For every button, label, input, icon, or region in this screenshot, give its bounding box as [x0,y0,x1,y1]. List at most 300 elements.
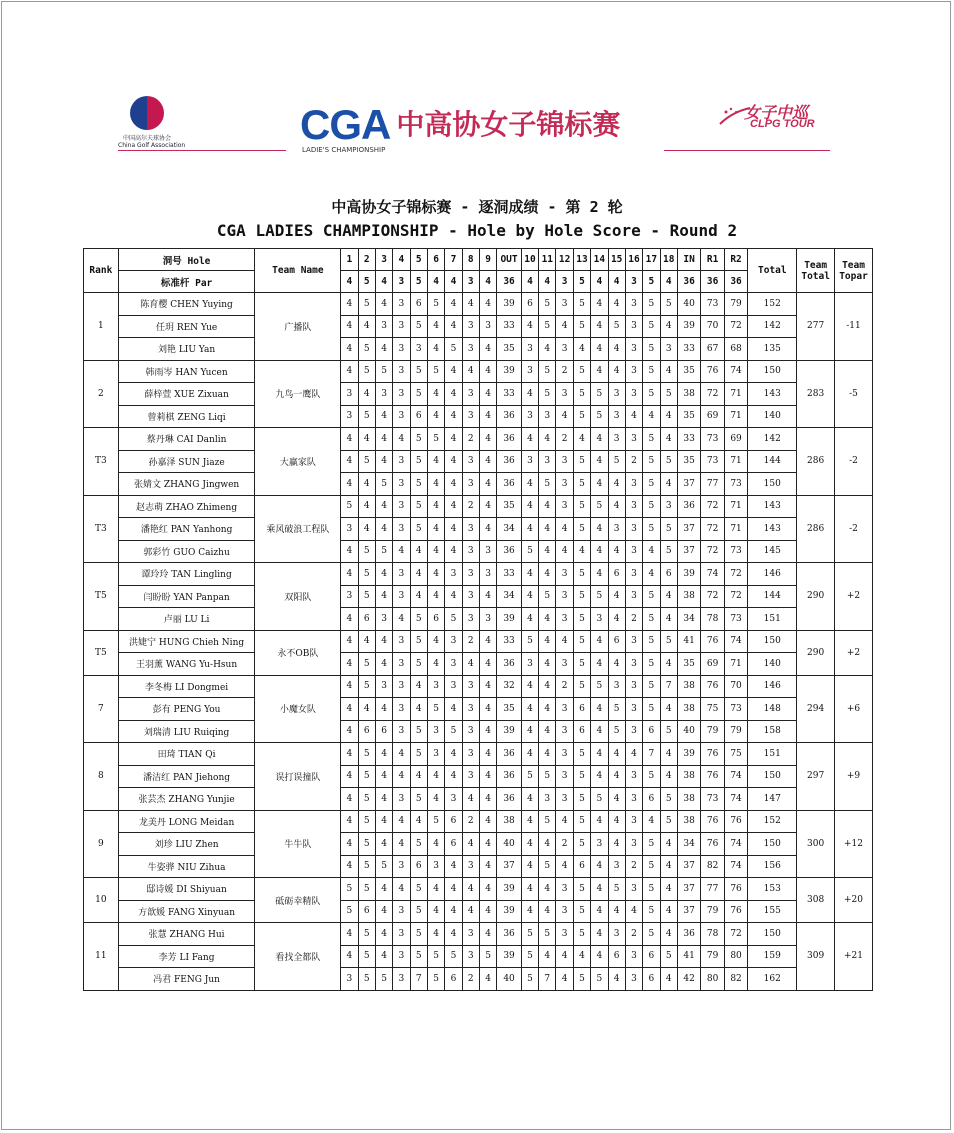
team-name-header: Team Name [255,249,341,293]
score-cell: 5 [643,765,660,788]
score-cell: 4 [341,450,358,473]
score-cell: 5 [573,810,590,833]
score-cell: 73 [724,608,747,631]
hole-header: 16 [625,249,642,271]
hole-header: 6 [427,249,444,271]
score-table [83,248,873,991]
score-cell: 5 [410,518,427,541]
score-cell: 5 [660,518,677,541]
score-cell: 4 [427,495,444,518]
score-cell: 4 [591,563,608,586]
score-cell: 4 [608,833,625,856]
score-cell: 4 [479,518,496,541]
score-cell: 72 [701,518,724,541]
score-cell: 38 [677,675,700,698]
score-cell: 4 [539,833,556,856]
score-cell: 2 [556,360,573,383]
score-cell: 5 [573,878,590,901]
player-name: 张慧 ZHANG Hui [118,923,255,946]
score-cell: 33 [497,630,521,653]
score-cell: 4 [445,293,462,316]
score-cell: 4 [375,405,392,428]
score-cell: 4 [341,720,358,743]
score-cell: 76 [701,675,724,698]
player-row [84,720,873,743]
score-cell: 68 [724,338,747,361]
total-cell: 144 [748,450,797,473]
score-cell: 3 [445,653,462,676]
score-cell: 7 [660,675,677,698]
score-cell: 4 [375,923,392,946]
score-cell: 4 [393,765,410,788]
score-cell: 5 [410,923,427,946]
score-cell: 5 [573,383,590,406]
score-cell: 78 [701,608,724,631]
player-row [84,698,873,721]
score-cell: 4 [445,878,462,901]
rank-cell: T5 [84,630,119,675]
score-cell: 3 [393,315,410,338]
score-cell: 72 [701,585,724,608]
score-cell: 4 [375,765,392,788]
score-cell: 4 [539,563,556,586]
total-cell: 152 [748,810,797,833]
score-cell: 4 [479,585,496,608]
score-cell: 73 [724,698,747,721]
score-cell: 5 [539,923,556,946]
score-cell: 3 [462,945,479,968]
score-cell: 6 [608,945,625,968]
par-value: 5 [573,271,590,293]
total-cell: 142 [748,315,797,338]
score-cell: 4 [556,540,573,563]
score-cell: 5 [521,630,538,653]
team-name: 广播队 [255,293,341,361]
score-cell: 5 [410,833,427,856]
score-cell: 3 [556,900,573,923]
hole-header: 7 [445,249,462,271]
total-cell: 142 [748,428,797,451]
clpg-tour-logo [718,100,838,136]
score-cell: 4 [539,743,556,766]
score-cell: 5 [643,653,660,676]
score-cell: 4 [591,338,608,361]
score-cell: 4 [427,900,444,923]
par-value: 4 [445,271,462,293]
score-cell: 5 [660,630,677,653]
score-cell: 77 [701,878,724,901]
score-cell: 71 [724,405,747,428]
score-cell: 5 [539,315,556,338]
score-cell: 5 [660,720,677,743]
player-row [84,923,873,946]
score-cell: 5 [410,900,427,923]
score-cell: 5 [643,698,660,721]
player-name: 孙嘉泽 SUN Jiaze [118,450,255,473]
score-cell: 4 [521,585,538,608]
score-cell: 3 [556,765,573,788]
score-cell: 36 [497,473,521,496]
score-cell: 3 [393,675,410,698]
total-cell: 147 [748,788,797,811]
score-cell: 4 [479,405,496,428]
player-row [84,383,873,406]
score-cell: 37 [677,900,700,923]
score-cell: 4 [341,855,358,878]
score-cell: 5 [427,698,444,721]
score-cell: 3 [462,518,479,541]
score-cell: 5 [643,923,660,946]
score-cell: 3 [625,810,642,833]
team-topar-cell: +6 [835,675,873,743]
score-cell: 42 [677,968,700,991]
player-row [84,855,873,878]
score-cell: 5 [410,788,427,811]
score-cell: 3 [608,383,625,406]
team-name: 九鸟一鹰队 [255,360,341,428]
golfer-icon [130,96,164,130]
player-name: 赵志萌 ZHAO Zhimeng [118,495,255,518]
score-cell: 5 [643,855,660,878]
score-cell: 33 [677,338,700,361]
score-cell: 33 [497,315,521,338]
score-cell: 5 [410,630,427,653]
score-cell: 4 [608,743,625,766]
score-cell: 4 [539,878,556,901]
score-cell: 3 [462,675,479,698]
score-cell: 69 [701,405,724,428]
player-row [84,450,873,473]
score-cell: 3 [521,338,538,361]
score-cell: 5 [573,360,590,383]
score-cell: 6 [410,855,427,878]
score-cell: 4 [539,653,556,676]
score-cell: 4 [445,495,462,518]
score-cell: 4 [660,698,677,721]
score-cell: 3 [479,540,496,563]
score-cell: 4 [556,945,573,968]
score-cell: 5 [573,788,590,811]
player-name: 冯君 FENG Jun [118,968,255,991]
score-cell: 4 [660,878,677,901]
score-cell: 2 [462,630,479,653]
score-cell: 5 [410,450,427,473]
score-cell: 3 [556,450,573,473]
rank-cell: 1 [84,293,119,361]
score-cell: 74 [724,630,747,653]
player-name: 张婧文 ZHANG Jingwen [118,473,255,496]
score-cell: 5 [358,450,375,473]
score-cell: 3 [625,585,642,608]
score-cell: 3 [462,855,479,878]
score-cell: 5 [445,945,462,968]
score-cell: 3 [341,968,358,991]
score-cell: 36 [497,788,521,811]
score-cell: 74 [724,360,747,383]
score-cell: 7 [410,968,427,991]
score-cell: 40 [497,833,521,856]
score-cell: 79 [701,945,724,968]
score-cell: 3 [341,383,358,406]
score-cell: 4 [341,360,358,383]
score-cell: 39 [677,563,700,586]
score-cell: 5 [445,608,462,631]
score-cell: 3 [393,473,410,496]
score-cell: 76 [701,833,724,856]
china-golf-association-logo [118,96,186,149]
score-cell: 41 [677,945,700,968]
score-cell: 4 [445,698,462,721]
team-total-cell: 290 [797,563,835,631]
team-total-cell: 286 [797,428,835,496]
score-cell: 3 [625,428,642,451]
team-name: 牛牛队 [255,810,341,878]
score-cell: 5 [521,968,538,991]
score-cell: 5 [539,360,556,383]
score-cell: 5 [643,675,660,698]
score-cell: 75 [724,743,747,766]
score-cell: 74 [724,855,747,878]
score-cell: 3 [625,698,642,721]
hole-header: 4 [393,249,410,271]
score-cell: 4 [608,338,625,361]
par-value: 3 [393,271,410,293]
score-cell: 4 [591,878,608,901]
score-cell: 4 [643,540,660,563]
score-cell: 4 [358,495,375,518]
score-cell: 70 [701,315,724,338]
score-cell: 4 [427,653,444,676]
score-cell: 5 [643,293,660,316]
score-cell: 37 [677,878,700,901]
score-cell: 4 [445,855,462,878]
score-cell: 78 [701,923,724,946]
par-value: 4 [539,271,556,293]
score-cell: 4 [660,473,677,496]
score-cell: 4 [393,833,410,856]
team-topar-cell: +21 [835,923,873,991]
rank-cell: 11 [84,923,119,991]
score-cell: 36 [677,923,700,946]
score-cell: 2 [556,428,573,451]
score-cell: 5 [643,608,660,631]
score-cell: 38 [677,810,700,833]
score-cell: 74 [724,765,747,788]
score-cell: 5 [375,473,392,496]
score-cell: 3 [462,585,479,608]
score-cell: 4 [521,608,538,631]
score-cell: 3 [625,540,642,563]
score-cell: 4 [521,315,538,338]
score-cell: 4 [556,630,573,653]
team-total-cell: 308 [797,878,835,923]
score-cell: 4 [643,810,660,833]
score-cell: 4 [410,810,427,833]
score-cell: 2 [625,923,642,946]
score-cell: 4 [591,765,608,788]
score-cell: 5 [643,338,660,361]
score-cell: 4 [427,878,444,901]
score-cell: 4 [479,383,496,406]
score-cell: 4 [539,428,556,451]
score-cell: 4 [539,608,556,631]
player-row [84,338,873,361]
score-cell: 4 [521,900,538,923]
score-cell: 4 [375,945,392,968]
score-cell: 4 [410,698,427,721]
score-cell: 3 [462,743,479,766]
team-name: 大赢家队 [255,428,341,496]
score-cell: 5 [358,563,375,586]
score-cell: 6 [608,630,625,653]
score-cell: 76 [701,360,724,383]
score-cell: 3 [393,923,410,946]
score-cell: 2 [625,608,642,631]
score-cell: 4 [591,293,608,316]
total-cell: 140 [748,653,797,676]
score-cell: 5 [573,495,590,518]
score-cell: 4 [521,878,538,901]
score-cell: 6 [445,968,462,991]
score-cell: 4 [445,923,462,946]
score-cell: 4 [358,518,375,541]
score-cell: 3 [462,338,479,361]
score-cell: 5 [539,855,556,878]
score-cell: 3 [393,653,410,676]
score-cell: 76 [724,878,747,901]
score-cell: 4 [591,653,608,676]
assoc-name-cn: 中国高尔夫球协会 [122,135,171,142]
score-cell: 3 [625,360,642,383]
player-row [84,563,873,586]
score-cell: 3 [427,720,444,743]
score-cell: 3 [625,563,642,586]
total-cell: 146 [748,563,797,586]
score-cell: 4 [375,630,392,653]
score-cell: 4 [521,833,538,856]
score-cell: 4 [341,698,358,721]
score-cell: 3 [625,293,642,316]
score-cell: 5 [427,428,444,451]
score-cell: 4 [591,428,608,451]
score-cell: 5 [427,293,444,316]
score-cell: 4 [479,653,496,676]
score-cell: 3 [462,315,479,338]
player-name: 邸诗媛 DI Shiyuan [118,878,255,901]
score-cell: 4 [556,968,573,991]
score-cell: 4 [608,653,625,676]
player-row [84,495,873,518]
player-name: 韩雨岑 HAN Yucen [118,360,255,383]
player-name: 刘珍 LIU Zhen [118,833,255,856]
score-cell: 4 [427,630,444,653]
score-cell: 4 [479,833,496,856]
score-cell: 4 [521,495,538,518]
score-cell: 37 [677,473,700,496]
score-cell: 3 [521,653,538,676]
hole-label: 洞号 Hole [118,249,255,271]
player-row [84,833,873,856]
score-cell: 74 [701,563,724,586]
score-cell: 4 [375,810,392,833]
total-cell: 146 [748,675,797,698]
score-cell: 4 [479,743,496,766]
score-cell: 4 [410,585,427,608]
player-row [84,968,873,991]
score-cell: 5 [573,608,590,631]
score-cell: 4 [445,540,462,563]
score-cell: 4 [410,563,427,586]
score-cell: 3 [479,563,496,586]
score-cell: 5 [643,473,660,496]
player-row [84,878,873,901]
score-cell: 4 [341,473,358,496]
score-cell: 37 [497,855,521,878]
team-topar-cell: +20 [835,878,873,923]
par-value: 3 [625,271,642,293]
total-cell: 145 [748,540,797,563]
player-row [84,653,873,676]
team-topar-cell: +2 [835,563,873,631]
team-total-cell: 286 [797,495,835,563]
player-name: 李冬梅 LI Dongmei [118,675,255,698]
rank-cell: T5 [84,563,119,631]
score-cell: 4 [479,923,496,946]
team-name: 砥砺幸精队 [255,878,341,923]
score-cell: 73 [724,540,747,563]
score-cell: 4 [445,315,462,338]
score-cell: 4 [625,900,642,923]
rank-cell: T3 [84,495,119,563]
team-name: 乘风破浪工程队 [255,495,341,563]
score-cell: 79 [724,293,747,316]
score-cell: 6 [410,405,427,428]
score-cell: 4 [479,855,496,878]
score-cell: 4 [375,293,392,316]
score-cell: 5 [375,855,392,878]
score-cell: 3 [375,315,392,338]
par-value: 3 [556,271,573,293]
player-row [84,810,873,833]
score-cell: 6 [573,855,590,878]
score-cell: 76 [701,765,724,788]
score-cell: 4 [393,428,410,451]
score-cell: 4 [479,900,496,923]
score-cell: 3 [539,788,556,811]
score-cell: 74 [724,788,747,811]
team-name: 误打误撞队 [255,743,341,811]
score-cell: 3 [393,585,410,608]
score-cell: 4 [660,968,677,991]
player-row [84,518,873,541]
score-cell: 39 [677,315,700,338]
score-cell: 4 [539,675,556,698]
score-cell: 6 [445,810,462,833]
score-cell: 4 [539,338,556,361]
hole-header: 18 [660,249,677,271]
team-name: 小魔女队 [255,675,341,743]
total-cell: 148 [748,698,797,721]
score-cell: 4 [573,540,590,563]
total-cell: 153 [748,878,797,901]
score-cell: 5 [591,585,608,608]
player-row [84,473,873,496]
team-total-cell: 283 [797,360,835,428]
score-cell: 4 [556,405,573,428]
score-cell: 4 [341,293,358,316]
score-cell: 4 [375,653,392,676]
par-value: 36 [724,271,747,293]
